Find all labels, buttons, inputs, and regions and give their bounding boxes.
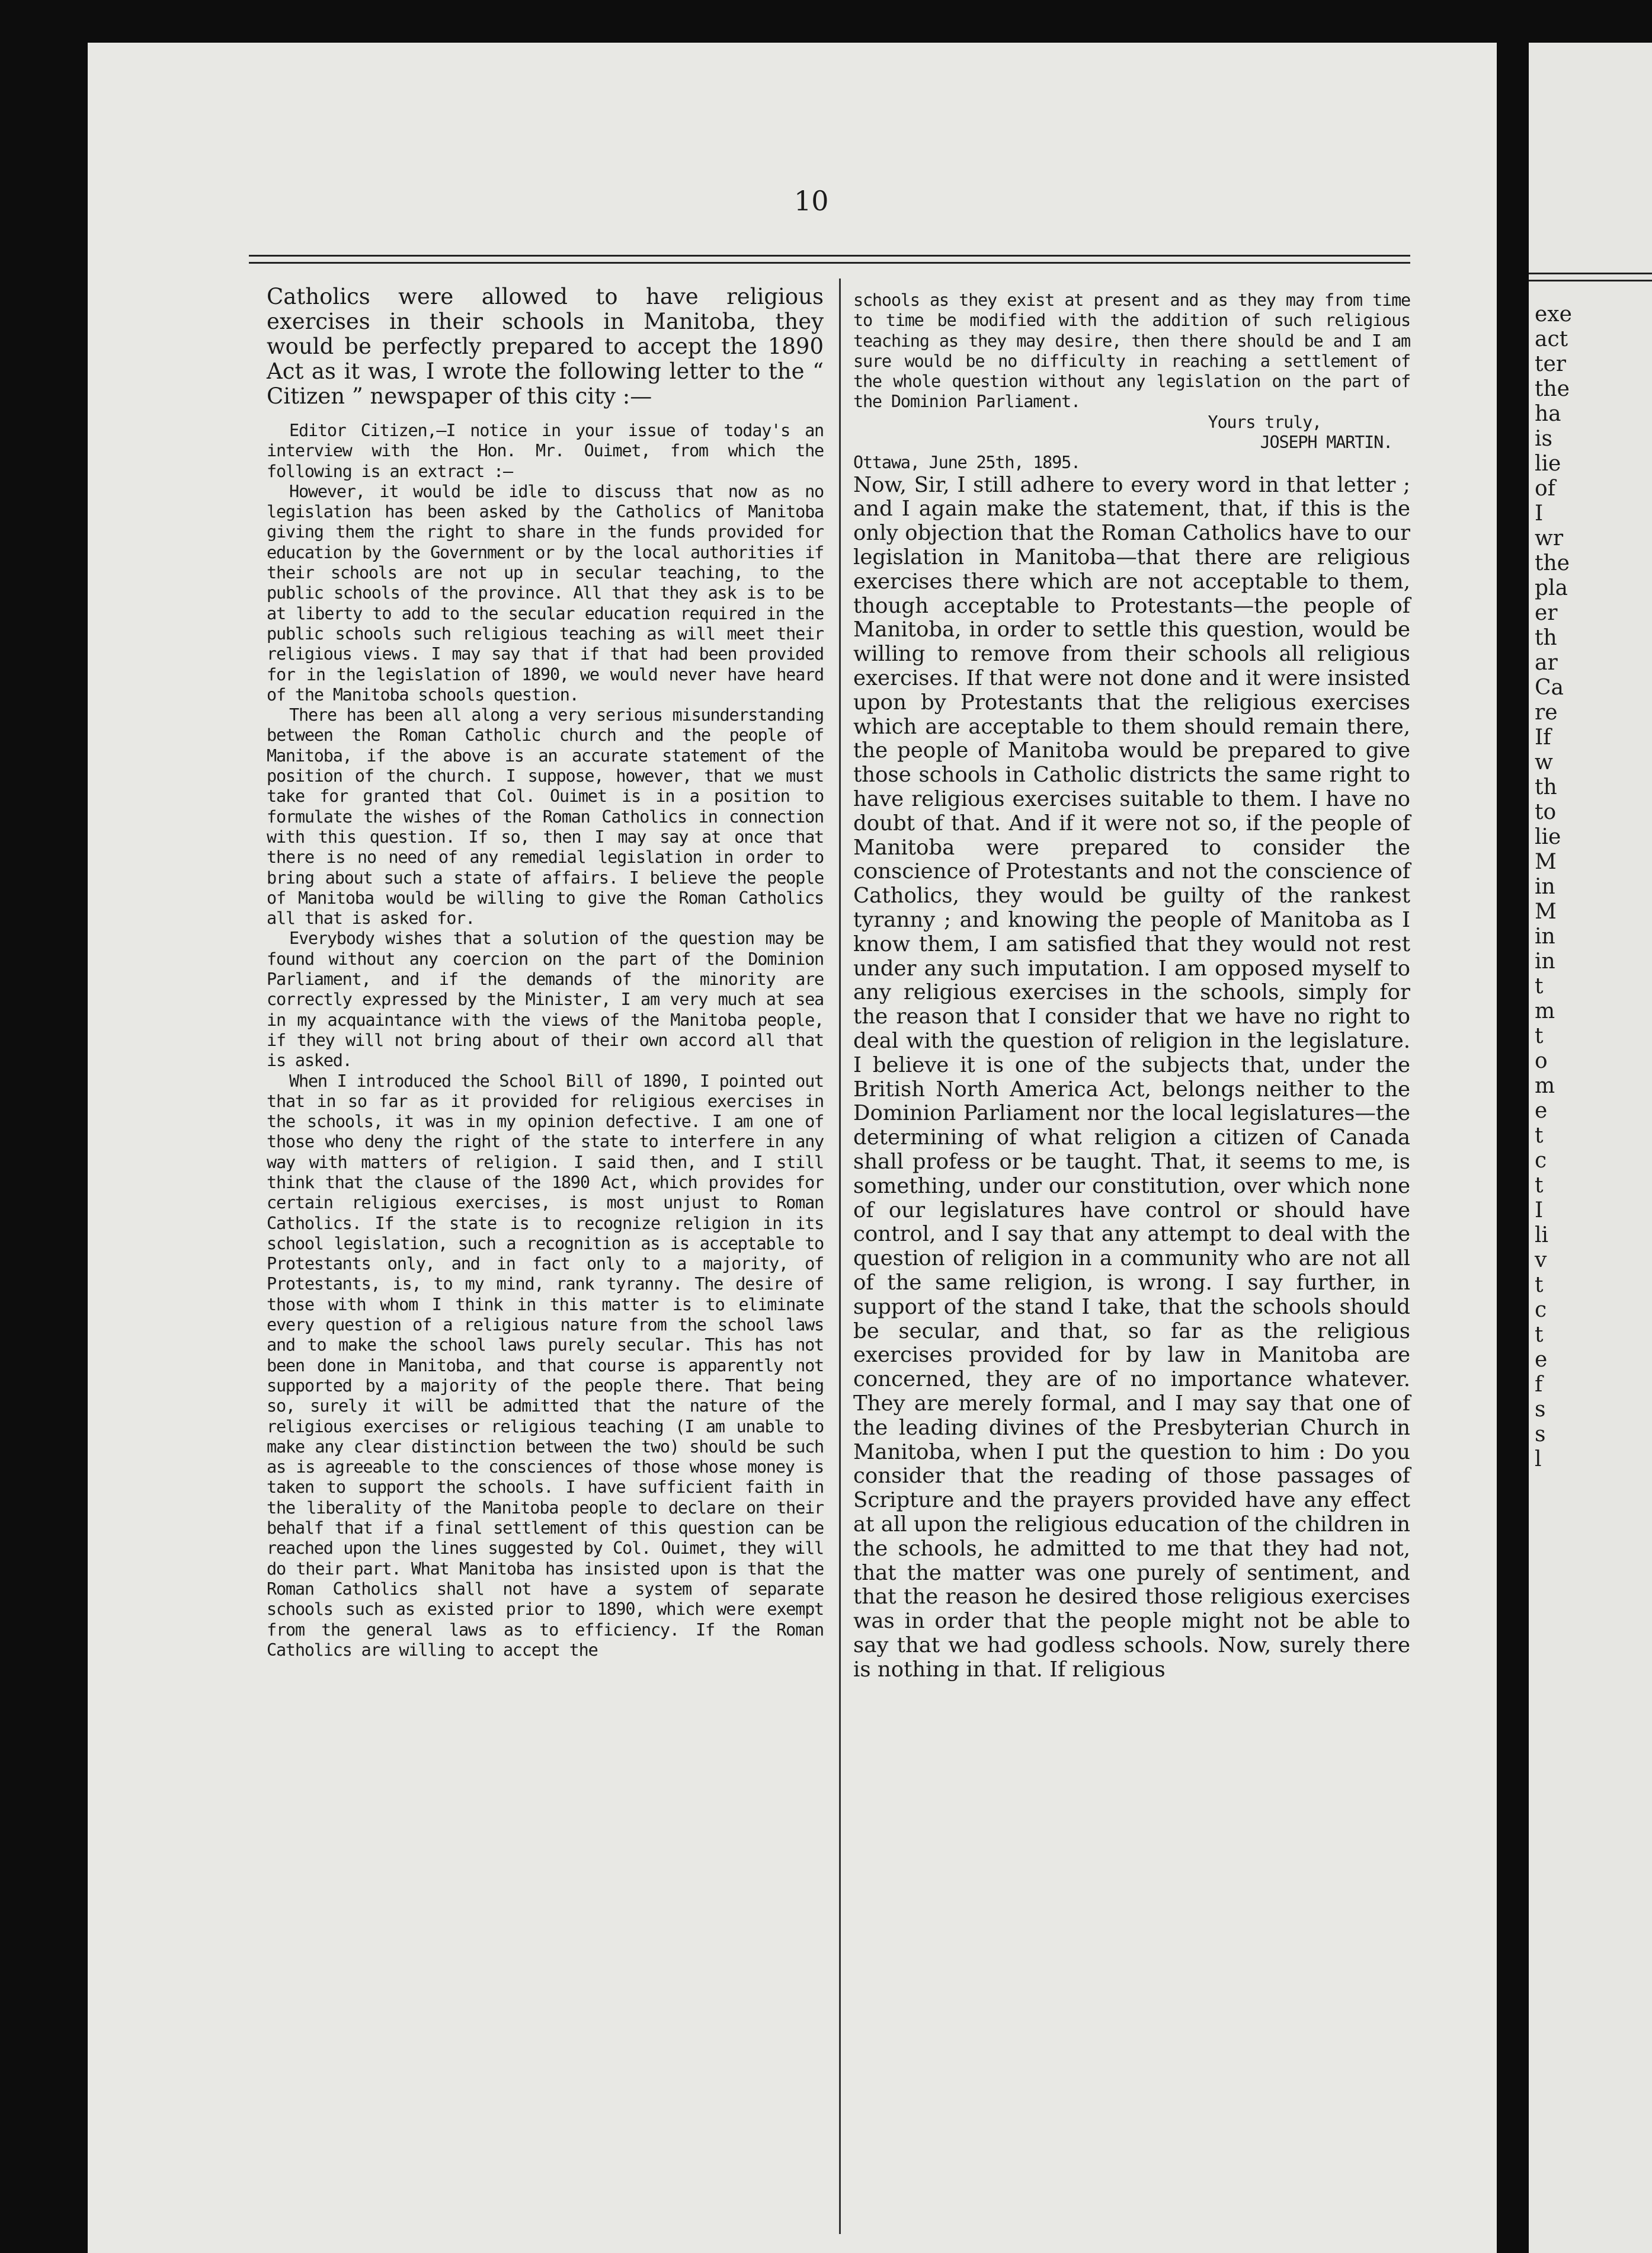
letter-paragraph: However, it would be idle to discuss that now as no legislation has been asked by the Catholics of Manitoba giving them the right to share in the funds provided for education by the Government or by the local authorities if their schools are not up in secular teaching, to the public schools of the province. All that they ask is to be at liberty to add to the secular education required in the public schools such religious teaching as will meet their religious views. I may say that if that had been provided for in the legislation of 1890, we would never have heard of the Manitoba schools question. xyxy=(267,481,824,705)
adjacent-page-fragment: li xyxy=(1535,1223,1549,1247)
adjacent-page-fragment: ha xyxy=(1535,402,1561,426)
adjacent-page-fragment: Ca xyxy=(1535,676,1564,700)
adjacent-page-fragment: in xyxy=(1535,949,1555,974)
adjacent-page-fragment: the xyxy=(1535,551,1570,575)
adjacent-page-fragment: in xyxy=(1535,924,1555,949)
adjacent-page-fragment: in xyxy=(1535,875,1555,899)
adjacent-page-fragment: t xyxy=(1535,1173,1544,1198)
adjacent-page-fragment: of xyxy=(1535,476,1555,501)
page-number: 10 xyxy=(794,185,829,217)
adjacent-page-fragment: s xyxy=(1535,1422,1546,1446)
column-divider xyxy=(839,279,841,2234)
adjacent-page-fragment: wr xyxy=(1535,526,1564,551)
letter-closing: Yours truly, xyxy=(1208,412,1321,432)
left-column xyxy=(267,284,824,1660)
adjacent-page-fragment: v xyxy=(1535,1248,1547,1272)
adjacent-page-fragment: e xyxy=(1535,1099,1548,1123)
adjacent-page-fragment: c xyxy=(1535,1298,1547,1322)
body-paragraph: Now, Sir, I still adhere to every word in that letter ; and I again make the statement, that, if this is the only objection that the Roman Catholics have to our legislation in Manitoba—that there are religious exercises there which are not acceptable to them, though acceptable to Protestants—the people of Manitoba, in order to settle this question, would be willing to remove from their schools all religious exercises. If that were not done and it were insisted upon by Protestants that the religious exercises which are acceptable to them should remain there, the people of Manitoba would be prepared to give those schools in Catholic districts the same right to have religious exercises suitable to them. I have no doubt of that. And if it were not so, if the people of Manitoba were prepared to consider the conscience of Protestants and not the conscience of Catholics, they would be guilty of the rankest tyranny ; and knowing the people of Manitoba as I know them, I am satisfied that they would not rest under any such imputation. I am opposed myself to any religious exercises in the schools, simply for the reason that I consider that we have no right to deal with the question of religion in the legislature. I believe it is one of the subjects that, under the British North America Act, belongs neither to the Dominion Parliament nor the local legislatures—the determining of what religion a citizen of Canada shall profess or be taught. That, it seems to me, is something, under our constitution, over which none of our legislatures have control or should have control, and I say that any attempt to deal with the question of religion in a community who are not all of the same religion, is wrong. I say further, in support of the stand I take, that the schools should be secular, and that, so far as the religious exercises provided for by law in Manitoba are concerned, they are of no importance whatever. They are merely formal, and I may say that one of the leading divines of the Presbyterian Church in Manitoba, when I put the question to him : Do you consider that the reading of those passages of Scripture and the prayers provided have any effect at all upon the religious education of the children in the schools, he admitted to me that they had not, that the matter was one purely of sentiment, and that the reason he desired those religious exercises was in order that the people might not be able to say that we had godless schools. Now, surely there is nothing in that. If religious xyxy=(853,472,1410,1682)
letter-paragraph: Everybody wishes that a solution of the question may be found without any coercion on the part of the Dominion Parliament, and if the demands of the minority are correctly expressed by the Minister, I am very much at sea in my acquaintance with the views of the Manitoba people, if they will not bring about of their own accord all that is asked. xyxy=(267,929,824,1071)
letter-paragraph: Editor Citizen,—I notice in your issue of today's an interview with the Hon. Mr. Ouimet, from which the following is an extract :— xyxy=(267,421,824,481)
adjacent-page-fragment: t xyxy=(1535,1323,1544,1347)
adjacent-page-fragment: If xyxy=(1535,725,1551,750)
right-column xyxy=(853,290,1410,1682)
adjacent-page-fragment: e xyxy=(1535,1348,1548,1372)
adjacent-page-fragment: t xyxy=(1535,1024,1544,1048)
letter-dateline: Ottawa, June 25th, 1895. xyxy=(853,453,1081,473)
adjacent-page-fragment: lie xyxy=(1535,825,1561,849)
letter-paragraph: There has been all along a very serious misunderstanding between the Roman Catholic church and the people of Manitoba, if the above is an accurate statement of the position of the church. I suppose, however, that we must take for granted that Col. Ouimet is in a position to formulate the wishes of the Roman Catholics in connection with this question. If so, then I may say at once that there is no need of any remedial legislation in order to bring about such a state of affairs. I believe the people of Manitoba would be willing to give the Roman Catholics all that is asked for. xyxy=(267,705,824,929)
adjacent-page-fragment: pla xyxy=(1535,576,1568,600)
adjacent-page-fragment: act xyxy=(1535,327,1568,351)
adjacent-page-fragment: er xyxy=(1535,601,1558,625)
adjacent-page-fragment: w xyxy=(1535,750,1553,775)
adjacent-page-fragment: exe xyxy=(1535,302,1572,327)
letter-signature: JOSEPH MARTIN. xyxy=(1260,433,1392,453)
adjacent-page xyxy=(1529,43,1652,2253)
header-rule xyxy=(249,255,1410,257)
lead-paragraph: Catholics were allowed to have religious exercises in their schools in Manitoba, they would be perfectly prepared to accept the 1890 Act as it was, I wrote the following letter to the “ Citizen ” newspaper of this city :— xyxy=(267,284,824,409)
adjacent-page-fragment: M xyxy=(1535,900,1557,924)
adjacent-page-fragment: m xyxy=(1535,999,1555,1023)
adjacent-page-fragment: lie xyxy=(1535,452,1561,476)
adjacent-page-rule xyxy=(1529,273,1652,274)
adjacent-page-fragment: I xyxy=(1535,501,1544,526)
adjacent-page-fragment: to xyxy=(1535,800,1557,824)
adjacent-page-fragment: the xyxy=(1535,377,1570,401)
adjacent-page-fragment: c xyxy=(1535,1148,1547,1173)
adjacent-page-fragment: th xyxy=(1535,775,1557,799)
adjacent-page-fragment: f xyxy=(1535,1372,1543,1397)
adjacent-page-fragment: s xyxy=(1535,1397,1546,1422)
adjacent-page-fragment: is xyxy=(1535,427,1552,451)
adjacent-page-fragment: I xyxy=(1535,1198,1544,1222)
letter-paragraph: When I introduced the School Bill of 1890, I pointed out that in so far as it provided for religious exercises in the schools, it was in my opinion defective. I am one of those who deny the right of the state to interfere in any way with matters of religion. I said then, and I still think that the clause of the 1890 Act, which provides for certain religious exercises, is most unjust to Roman Catholics. If the state is to recognize religion in its school legislation, such a recognition as is acceptable to Protestants only, and in fact only to a majority, of Protestants, is, to my mind, rank tyranny. The desire of those with whom I think in this matter is to eliminate every question of a religious nature from the school laws and to make the school laws purely secular. This has not been done in Manitoba, and that course is apparently not supported by a majority of the people there. That being so, surely it will be admitted that the nature of the religious exercises or religious teaching (I am unable to make any clear distinction between the two) should be such as is agreeable to the consciences of those whose money is taken to support the schools. I have sufficient faith in the liberality of the Manitoba people to declare on their behalf that if a final settlement of this question can be reached upon the lines suggested by Col. Ouimet, they will do their part. What Manitoba has insisted upon is that the Roman Catholics shall not have a system of separate schools such as existed prior to 1890, which were exempt from the general laws as to efficiency. If the Roman Catholics are willing to accept the xyxy=(267,1071,824,1660)
adjacent-page-rule xyxy=(1529,280,1652,281)
adjacent-page-fragment: th xyxy=(1535,626,1557,650)
adjacent-page-fragment: t xyxy=(1535,1273,1544,1297)
letter-paragraph: schools as they exist at present and as they may from time to time be modified with the addition of such religious teaching as they may desire, then there should be and I am sure would be no difficulty in reaching a settlement of the whole question without any legislation on the part of the Dominion Parliament. xyxy=(853,290,1410,412)
header-rule xyxy=(249,262,1410,264)
adjacent-page-fragment: l xyxy=(1535,1447,1542,1471)
adjacent-page-fragment: M xyxy=(1535,850,1557,874)
adjacent-page-fragment: re xyxy=(1535,700,1558,725)
quoted-letter-continued xyxy=(853,290,1410,473)
adjacent-page-fragment: t xyxy=(1535,1124,1544,1148)
adjacent-page-fragment: m xyxy=(1535,1074,1555,1098)
adjacent-page-fragment: ar xyxy=(1535,651,1558,675)
quoted-letter xyxy=(267,421,824,1660)
adjacent-page-fragment: t xyxy=(1535,974,1544,999)
adjacent-page-fragment: ter xyxy=(1535,352,1566,376)
adjacent-page-fragment: o xyxy=(1535,1049,1548,1073)
